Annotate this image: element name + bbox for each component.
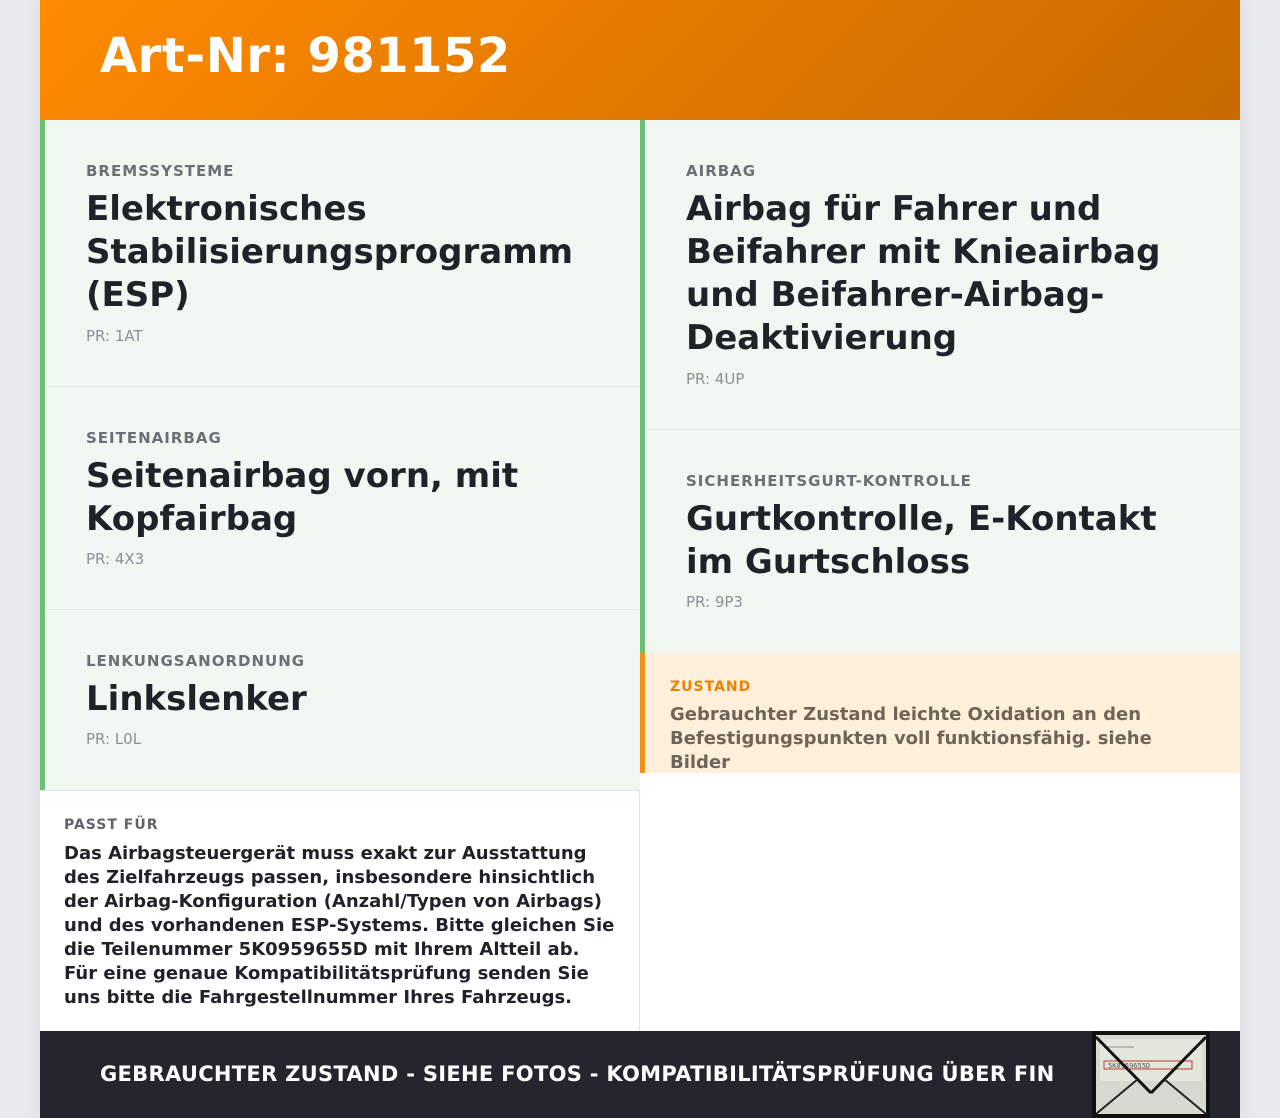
feature-card-airbag xyxy=(640,120,1240,430)
feature-category: AIRBAG xyxy=(686,162,757,180)
feature-title: Seitenairbag vorn, mit Kopfairbag xyxy=(86,456,519,539)
compatibility-label: PASST FÜR xyxy=(64,817,159,833)
feature-category: SICHERHEITSGURT-KONTROLLE xyxy=(686,472,972,490)
feature-title: Gurtkontrolle, E-Kontakt im Gurtschloss xyxy=(686,499,1157,582)
feature-card-side-airbag xyxy=(40,387,640,610)
compatibility-section xyxy=(40,790,640,1031)
envelope-photo-icon xyxy=(1094,1033,1208,1116)
header xyxy=(40,0,1240,120)
footer-bar xyxy=(40,1031,1240,1118)
feature-pr-code: PR: 4UP xyxy=(686,370,745,388)
condition-text: Gebrauchter Zustand leichte Oxidation an den Befestigungspunkten voll funktionsfähig. siehe Bilder xyxy=(670,704,1152,773)
feature-card-brake xyxy=(40,120,640,387)
feature-title: Linkslenker xyxy=(86,679,307,719)
feature-pr-code: PR: L0L xyxy=(86,730,142,748)
feature-card-seatbelt xyxy=(640,430,1240,653)
feature-title: Airbag für Fahrer und Beifahrer mit Knieairbag und Beifahrer-Airbag-Deaktivierung xyxy=(686,189,1161,358)
product-photo-thumbnail[interactable] xyxy=(1092,1031,1210,1118)
feature-category: LENKUNGSANORDNUNG xyxy=(86,652,306,670)
thumbnail-label: 5K0959655D xyxy=(1108,1062,1151,1070)
article-number-title: Art-Nr: 981152 xyxy=(100,28,511,84)
condition-box xyxy=(640,653,1240,773)
feature-title: Elektronisches Stabilisierungsprogramm (ESP) xyxy=(86,189,574,315)
footer-text: GEBRAUCHTER ZUSTAND - SIEHE FOTOS - KOMPATIBILITÄTSPRÜFUNG ÜBER FIN xyxy=(100,1062,1055,1086)
feature-pr-code: PR: 9P3 xyxy=(686,593,743,611)
feature-category: BREMSSYSTEME xyxy=(86,162,235,180)
listing-sheet xyxy=(40,0,1240,1118)
compatibility-text: Das Airbagsteuergerät muss exakt zur Ausstattung des Zielfahrzeugs passen, insbesondere hinsichtlich der Airbag-Konfiguration (Anzahl/Typen von Airbags) und des vorhandenen ESP-Systems. Bitte gleichen Sie die Teilenummer 5K0959655D mit Ihrem Altteil ab. Für eine genaue Kompatibilitätsprüfung senden Sie uns bitte die Fahrgestellnummer Ihres Fahrzeugs. xyxy=(64,843,615,1008)
feature-pr-code: PR: 1AT xyxy=(86,327,143,345)
feature-category: SEITENAIRBAG xyxy=(86,429,222,447)
feature-pr-code: PR: 4X3 xyxy=(86,550,145,568)
feature-card-steering xyxy=(40,610,640,790)
condition-label: ZUSTAND xyxy=(670,679,752,695)
